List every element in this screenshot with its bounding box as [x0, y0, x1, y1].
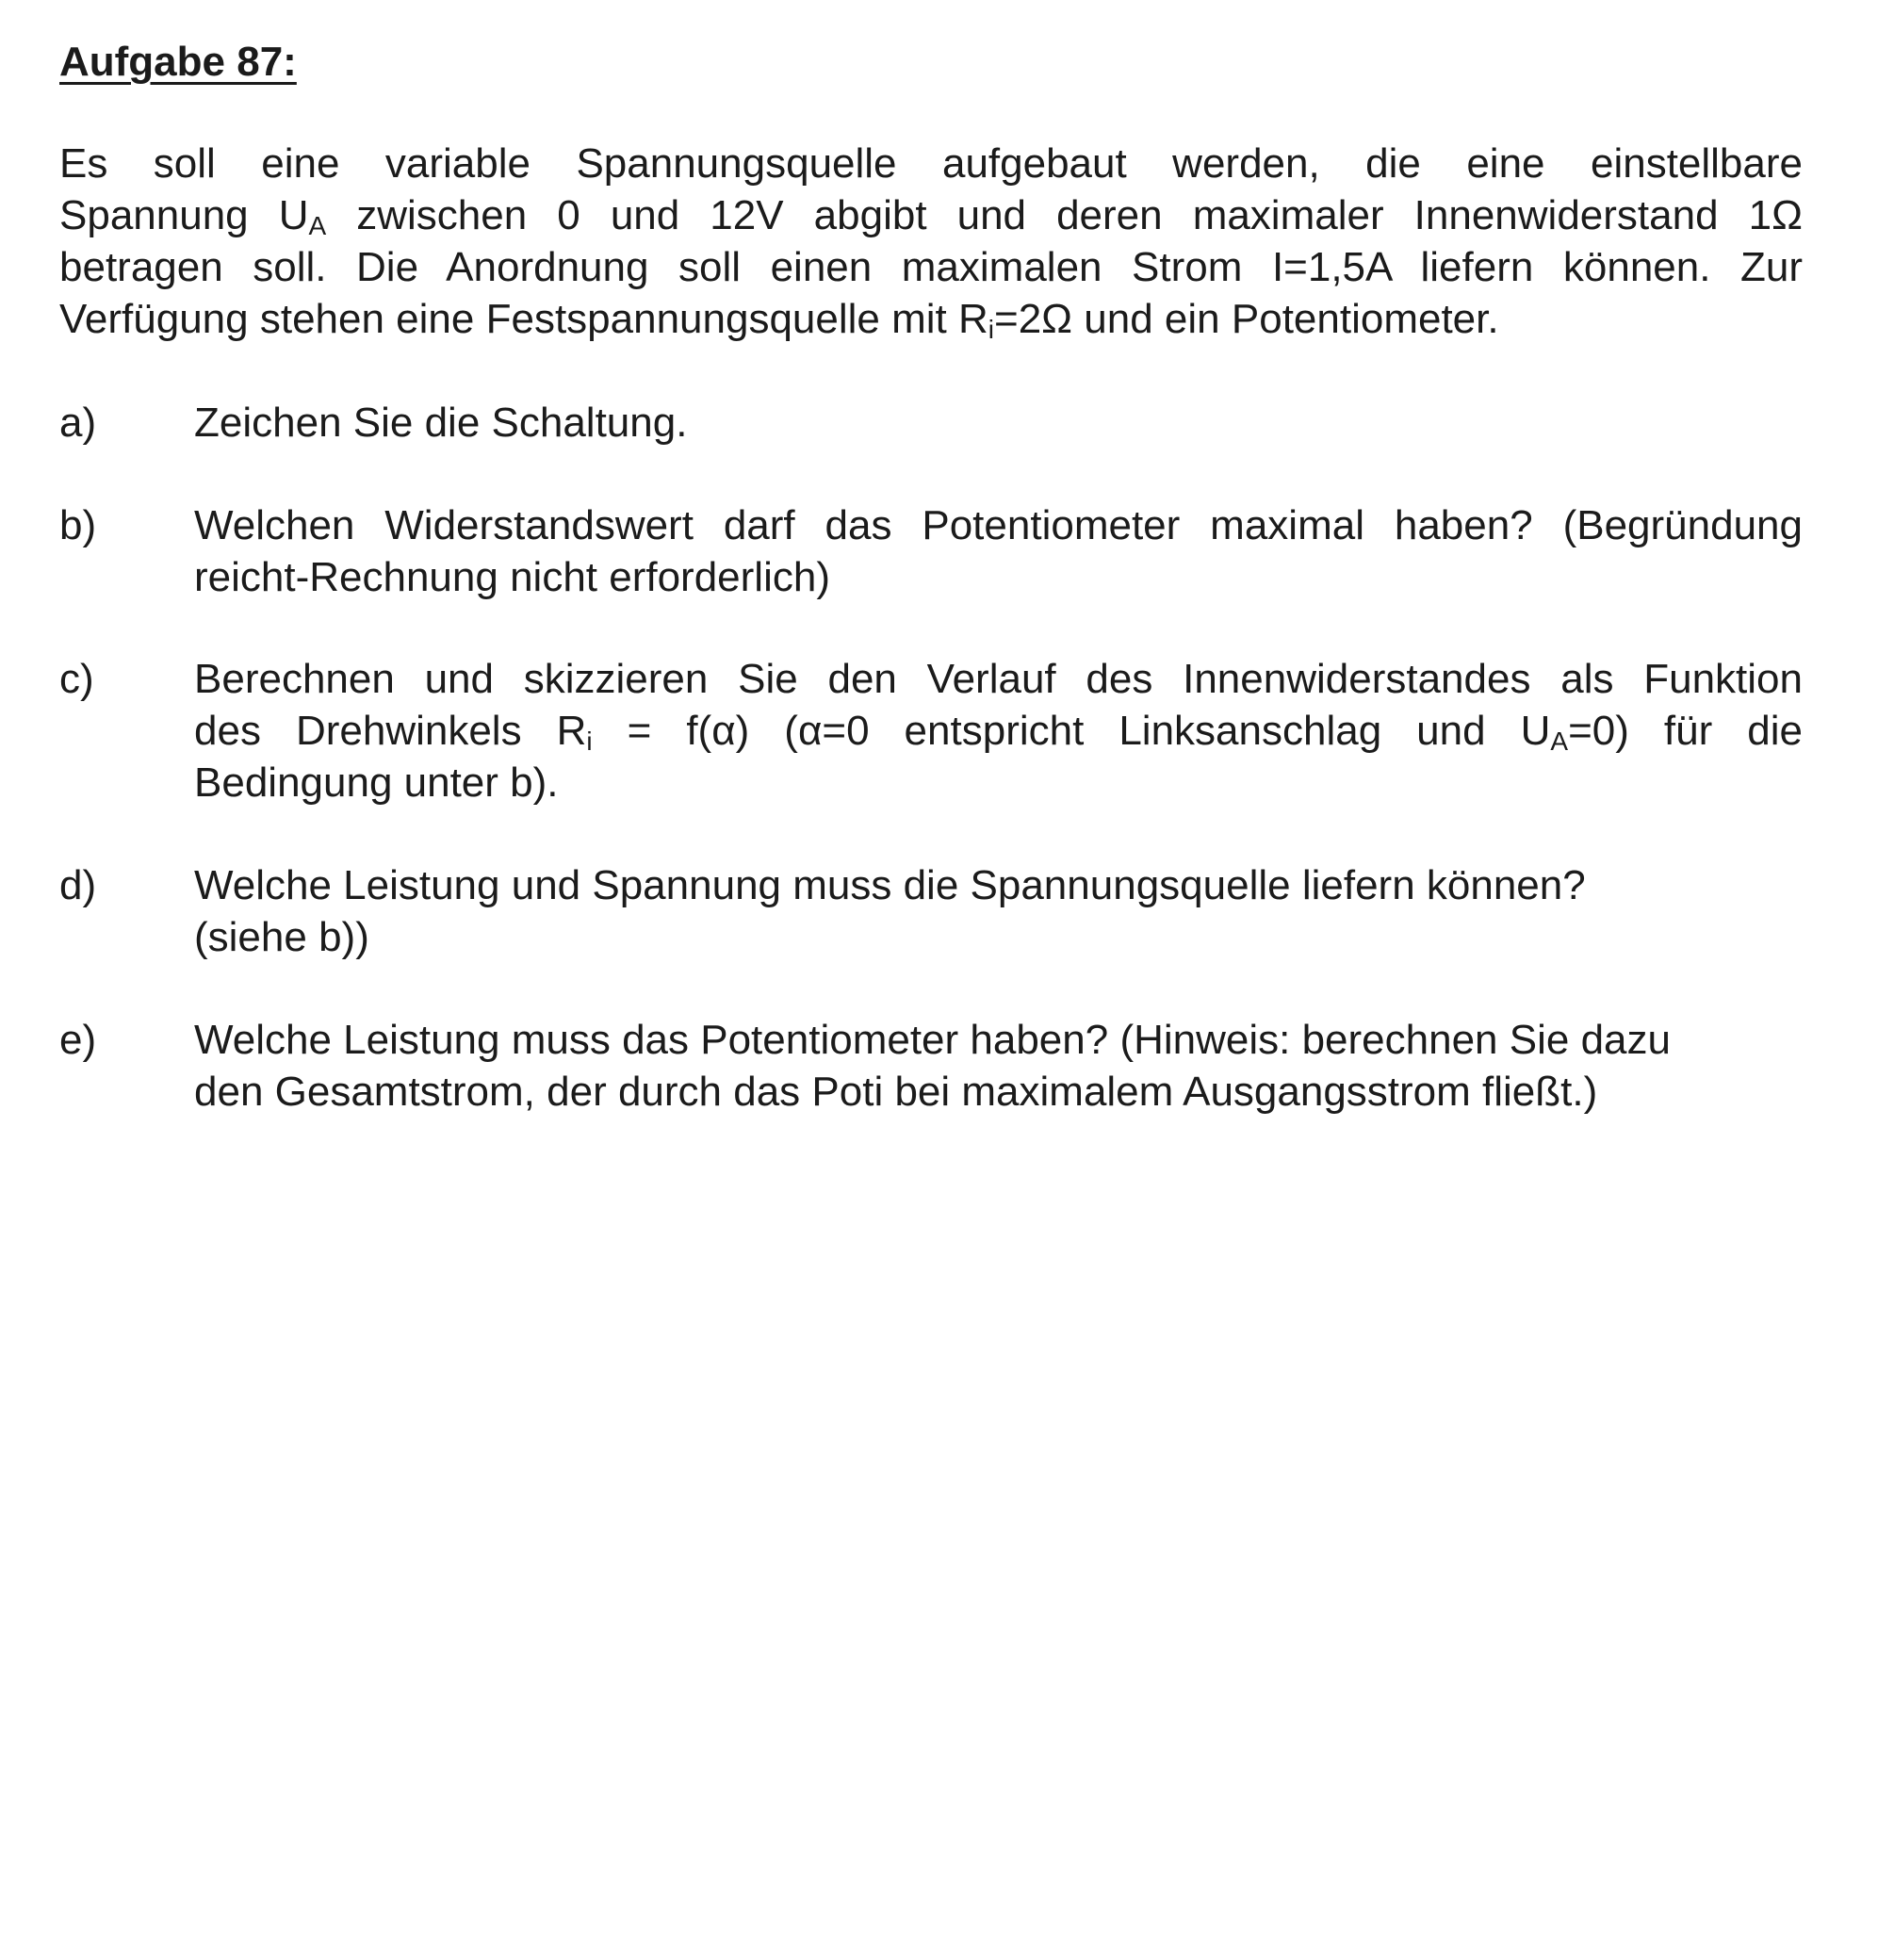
subscript-a: A	[1550, 727, 1569, 756]
task-c-text	[194, 653, 1803, 808]
task-b-line-1: Welchen Widerstandswert darf das Potentiometer maximal haben? (Begründung	[194, 502, 1803, 548]
task-d-text	[194, 859, 1803, 963]
subscript-i: i	[988, 315, 995, 344]
subscript-a: A	[308, 211, 327, 240]
subscript-i: i	[586, 727, 593, 756]
task-a-text	[194, 397, 1803, 449]
task-a-line-1: Zeichen Sie die Schaltung.	[194, 400, 688, 446]
intro-line-1: Es soll eine variable Spannungsquelle aufgebaut werden, die eine einstellbare	[59, 140, 1803, 187]
task-a-label: a)	[59, 400, 97, 446]
intro-line-2-pre: Spannung U	[59, 192, 309, 238]
intro-line-3: betragen soll. Die Anordnung soll einen maximalen Strom I=1,5A liefern können. Zur	[59, 244, 1803, 290]
task-c-line-3: Bedingung unter b).	[194, 760, 559, 806]
intro-line-2-post: zwischen 0 und 12V abgibt und deren maximaler Innenwiderstand 1Ω	[326, 192, 1803, 238]
task-e-line-1: Welche Leistung muss das Potentiometer haben? (Hinweis: berechnen Sie dazu	[194, 1017, 1671, 1063]
task-b-text	[194, 499, 1803, 603]
task-b-label: b)	[59, 502, 97, 548]
task-c-label: c)	[59, 656, 94, 702]
task-c-line-2	[194, 705, 1803, 757]
exercise-title: Aufgabe 87:	[59, 39, 297, 85]
task-e-line-2: den Gesamtstrom, der durch das Poti bei maximalem Ausgangsstrom fließt.)	[194, 1069, 1598, 1115]
task-b-line-2: reicht-Rechnung nicht erforderlich)	[194, 554, 830, 600]
task-c-line-2-b: = f(α) (α=0 entspricht Linksanschlag und U	[592, 708, 1551, 754]
task-e-label: e)	[59, 1017, 97, 1063]
intro-line-4-post: =2Ω und ein Potentiometer.	[994, 296, 1499, 342]
task-c-line-1: Berechnen und skizzieren Sie den Verlauf des Innenwiderstandes als Funktion	[194, 656, 1803, 702]
task-c-line-2-c: =0) für die	[1568, 708, 1803, 754]
intro-paragraph	[59, 138, 1803, 345]
task-d-label: d)	[59, 862, 97, 908]
task-e-text	[194, 1014, 1803, 1118]
task-c-line-2-a: des Drehwinkels R	[194, 708, 587, 754]
task-d-line-2: (siehe b))	[194, 914, 369, 960]
task-d-line-1: Welche Leistung und Spannung muss die Spannungsquelle liefern können?	[194, 862, 1586, 908]
intro-line-4-pre: Verfügung stehen eine Festspannungsquelle mit R	[59, 296, 988, 342]
intro-line-4	[59, 293, 1803, 345]
intro-line-2	[59, 189, 1803, 241]
